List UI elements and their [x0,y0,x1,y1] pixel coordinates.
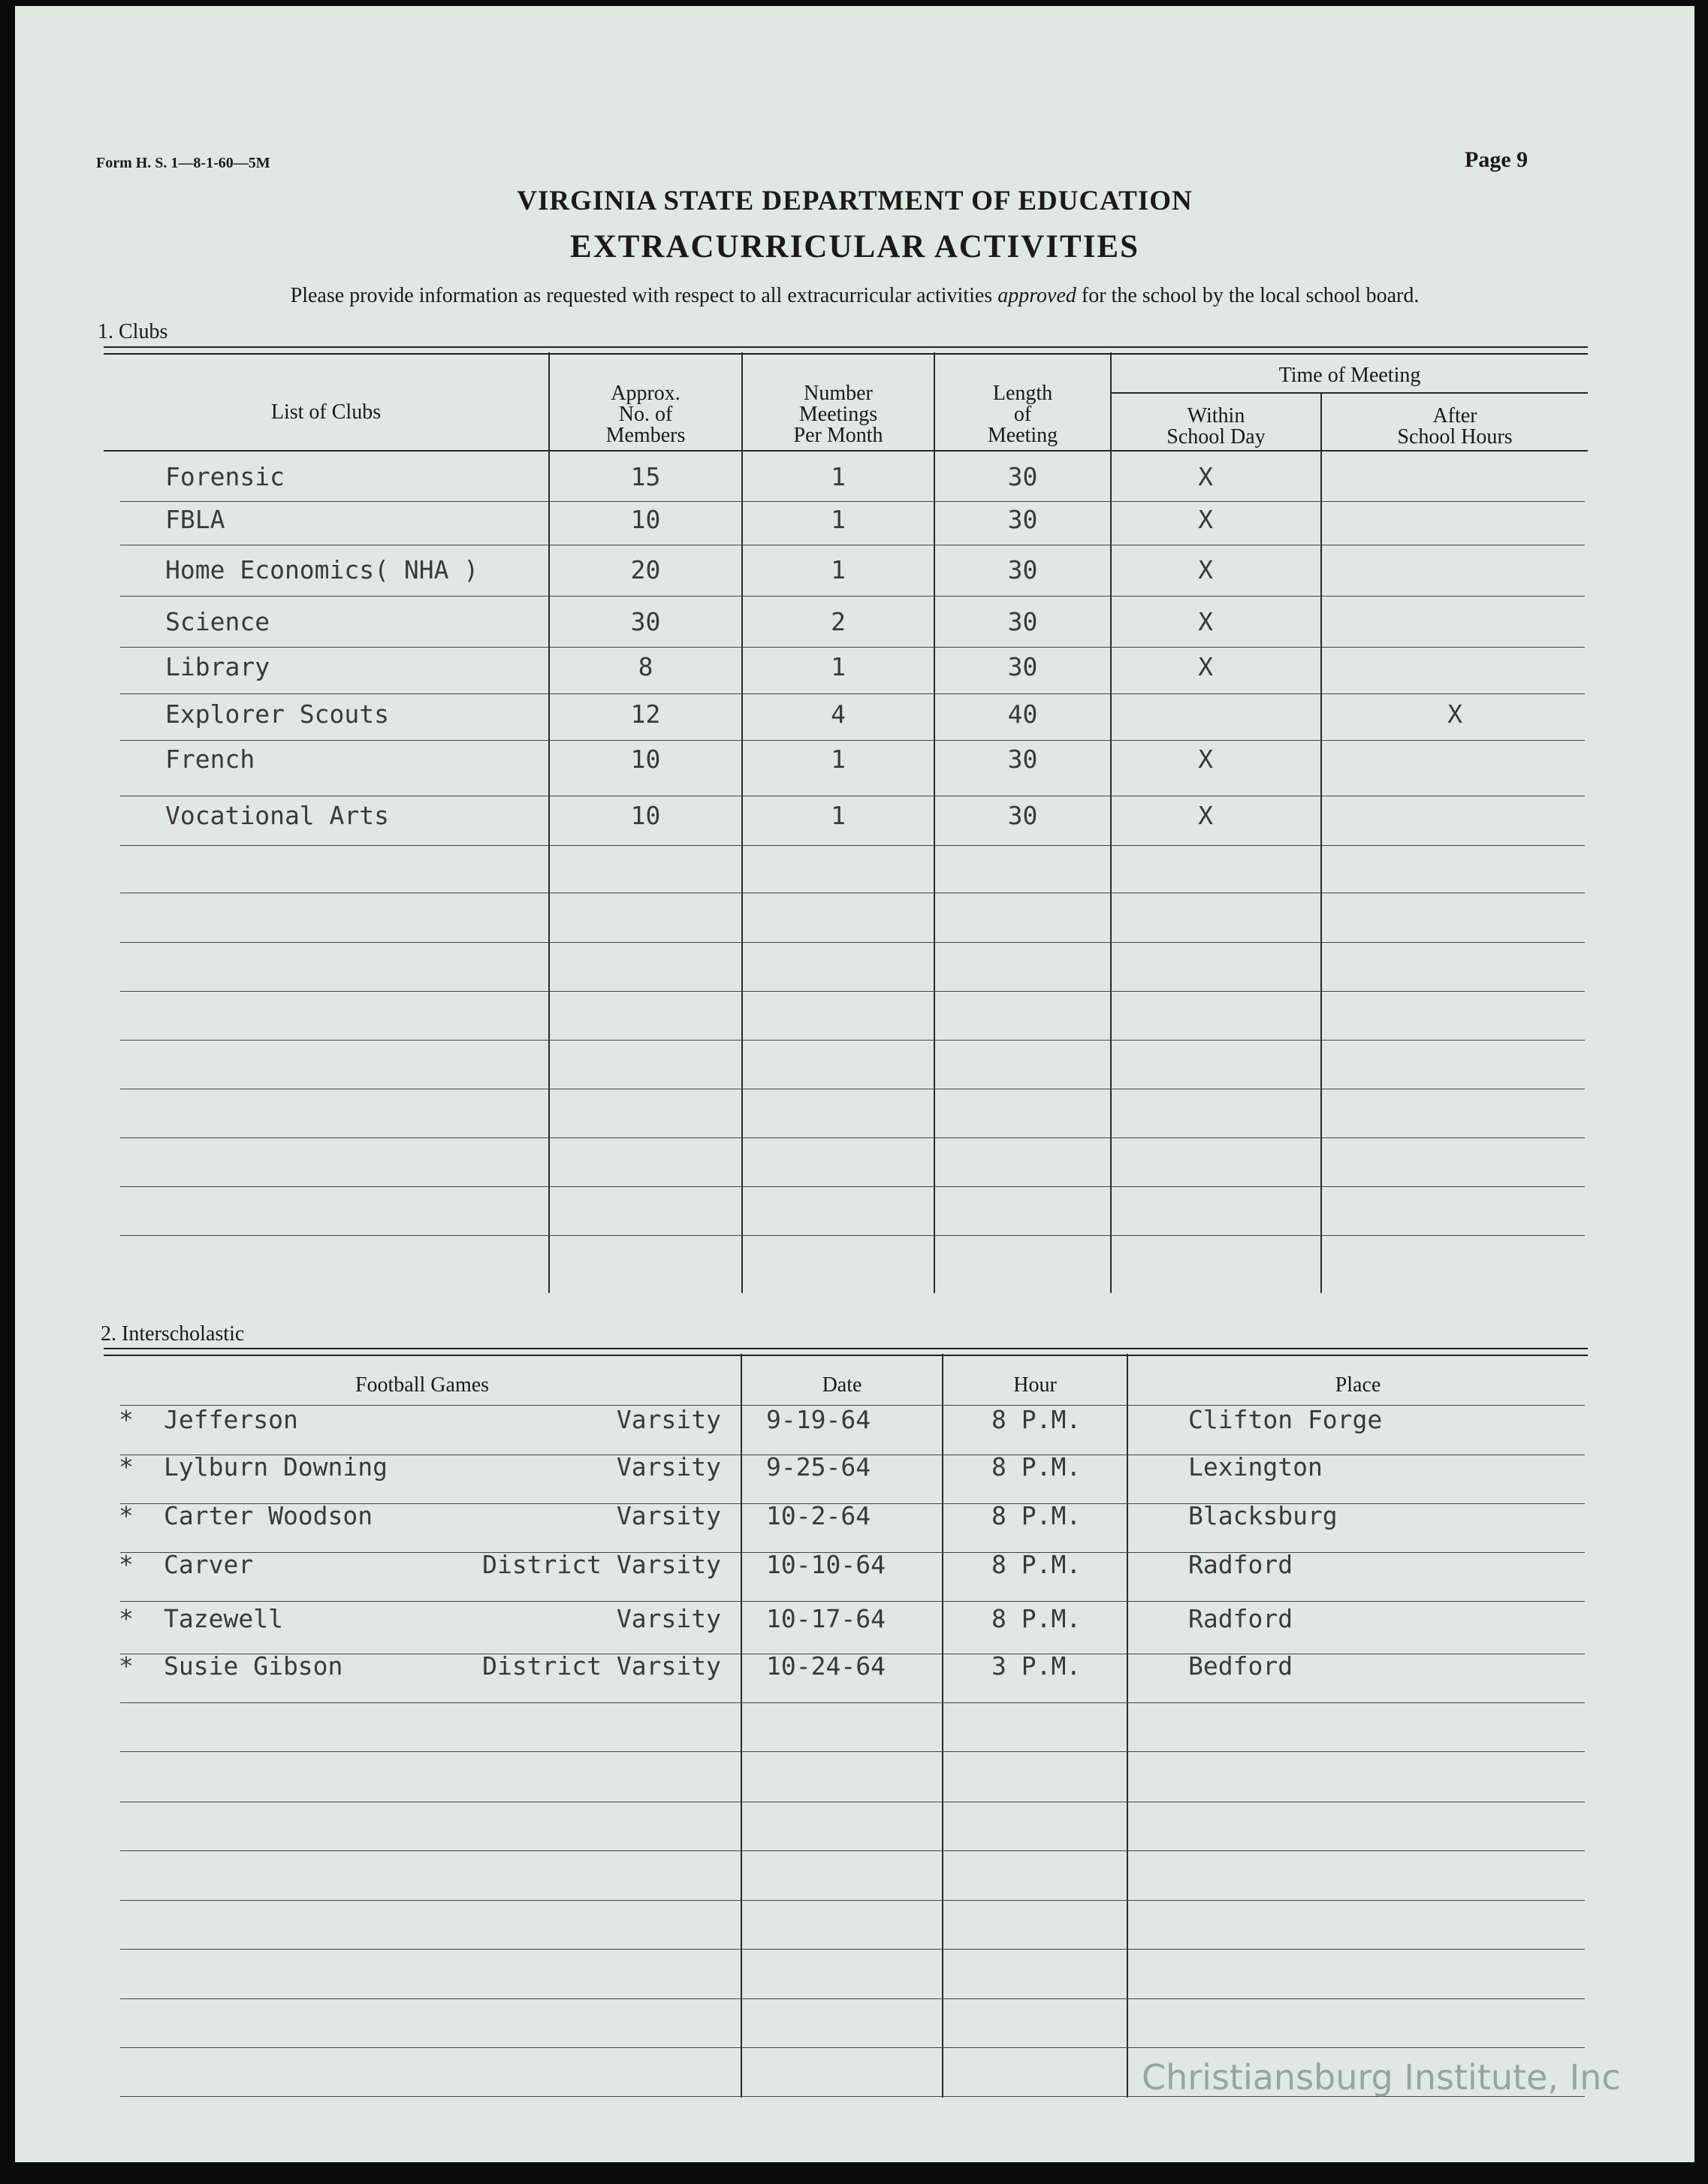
games-row-rule [120,1900,1585,1901]
game-date: 10-10-64 [766,1550,886,1579]
game-level: Varsity [616,1604,721,1633]
games-row-rule [120,1949,1585,1950]
clubs-row-rule [120,501,1585,502]
clubs-header-members-line-3: Members [605,424,686,447]
game-place: Lexington [1188,1452,1323,1482]
club-members: 10 [630,745,661,774]
game-home-marker: * [119,1604,134,1633]
clubs-header-meetings-line-2: Meetings [798,403,878,426]
clubs-header-length [935,383,1110,446]
watermark: Christiansburg Institute, Inc [1142,2057,1621,2098]
game-place: Radford [1188,1550,1293,1579]
club-meetings: 1 [831,801,846,830]
clubs-header-meetings [743,383,934,446]
game-date: 10-17-64 [766,1604,886,1633]
games-row-rule [120,1601,1585,1602]
club-length: 30 [1007,505,1038,534]
club-meetings: 4 [831,699,846,729]
club-members: 10 [630,505,661,534]
game-opponent: Carver [164,1550,254,1579]
club-members: 15 [630,462,661,491]
game-level: District Varsity [482,1550,721,1579]
club-within-school-day: X [1198,505,1213,534]
club-members: 10 [630,801,661,830]
club-within-school-day: X [1198,555,1213,585]
clubs-row-rule [120,1186,1585,1187]
clubs-row-rule [120,1040,1585,1041]
clubs-header-members-line-1: Approx. [611,382,680,405]
clubs-header-after-line-2: School Hours [1397,425,1513,449]
game-hour: 8 P.M. [991,1550,1082,1579]
club-name: Library [165,652,270,681]
games-header-games: Football Games [355,1373,490,1397]
clubs-row-rule [120,693,1585,694]
game-home-marker: * [119,1651,134,1681]
instructions-post: for the school by the local school board. [1076,284,1420,307]
games-col-divider-1 [741,1354,742,2098]
game-home-marker: * [119,1501,134,1530]
game-place: Blacksburg [1188,1501,1338,1530]
game-opponent: Lylburn Downing [164,1452,388,1482]
clubs-header-after [1322,406,1588,448]
interscholastic-section-label: 2. Interscholastic [101,1322,245,1346]
games-col-divider-2 [942,1354,943,2098]
clubs-header-meetings-line-1: Number [804,382,873,405]
club-after-school-hours: X [1447,699,1462,729]
page-number: Page 9 [1465,147,1528,172]
game-date: 9-19-64 [766,1405,871,1434]
clubs-header-within-line-2: School Day [1166,425,1266,449]
clubs-header-length-line-2: of [1013,403,1032,426]
games-table-top-rule [104,1348,1588,1356]
club-members: 20 [630,555,661,585]
club-name: Home Economics( NHA ) [165,555,479,585]
game-hour: 8 P.M. [991,1405,1082,1434]
games-header-place: Place [1335,1373,1381,1397]
instructions [15,284,1694,308]
clubs-header-length-line-1: Length [992,382,1053,405]
clubs-row-rule [120,991,1585,992]
games-row-rule [120,1751,1585,1752]
game-hour: 8 P.M. [991,1452,1082,1482]
game-opponent: Jefferson [164,1405,298,1434]
clubs-header-length-line-3: Meeting [987,424,1058,447]
club-within-school-day: X [1198,462,1213,491]
games-row-rule [120,2047,1585,2048]
games-row-rule [120,1850,1585,1851]
club-within-school-day: X [1198,607,1213,636]
clubs-header-meetings-line-3: Per Month [793,424,883,447]
game-date: 10-2-64 [766,1501,871,1530]
club-members: 12 [630,699,661,729]
game-level: Varsity [616,1452,721,1482]
game-home-marker: * [119,1405,134,1434]
game-opponent: Tazewell [164,1604,283,1633]
clubs-header-after-line-1: After [1432,404,1477,427]
game-opponent: Susie Gibson [164,1651,343,1681]
club-within-school-day: X [1198,745,1213,774]
club-within-school-day: X [1198,652,1213,681]
club-length: 30 [1007,607,1038,636]
games-header-hour: Hour [1013,1373,1057,1397]
clubs-col-divider-5 [1320,394,1322,1293]
club-name: FBLA [165,505,225,534]
clubs-row-rule [120,942,1585,943]
game-level: Varsity [616,1501,721,1530]
club-length: 30 [1007,652,1038,681]
club-meetings: 1 [831,505,846,534]
club-within-school-day: X [1198,801,1213,830]
club-length: 40 [1007,699,1038,729]
clubs-header-rule [104,450,1588,452]
club-meetings: 2 [831,607,846,636]
club-meetings: 1 [831,745,846,774]
clubs-header-time-group: Time of Meeting [1278,364,1421,387]
club-name: Vocational Arts [165,801,390,830]
club-name: French [165,745,255,774]
club-length: 30 [1007,555,1038,585]
game-place: Radford [1188,1604,1293,1633]
page-title: VIRGINIA STATE DEPARTMENT OF EDUCATION [517,186,1193,216]
games-header-date: Date [822,1373,862,1397]
club-length: 30 [1007,745,1038,774]
club-members: 8 [638,652,653,681]
club-meetings: 1 [831,462,846,491]
club-name: Forensic [165,462,285,491]
clubs-row-rule [120,845,1585,846]
game-place: Clifton Forge [1188,1405,1383,1434]
clubs-row-rule [120,1235,1585,1236]
clubs-row-rule [120,1137,1585,1138]
clubs-row-rule [120,740,1585,741]
club-name: Explorer Scouts [165,699,390,729]
game-level: District Varsity [482,1651,721,1681]
clubs-header-members [550,383,741,446]
clubs-header-members-line-2: No. of [618,403,673,426]
instructions-emphasis: approved [997,284,1076,307]
game-home-marker: * [119,1452,134,1482]
club-name: Science [165,607,270,636]
club-length: 30 [1007,462,1038,491]
games-row-rule [120,1702,1585,1703]
club-length: 30 [1007,801,1038,830]
time-group-rule [1110,392,1588,394]
club-members: 30 [630,607,661,636]
clubs-header-within [1112,406,1320,448]
game-date: 9-25-64 [766,1452,871,1482]
game-date: 10-24-64 [766,1651,886,1681]
game-home-marker: * [119,1550,134,1579]
game-level: Varsity [616,1405,721,1434]
game-hour: 8 P.M. [991,1604,1082,1633]
instructions-pre: Please provide information as requested with respect to all extracurricular activities [290,284,998,307]
clubs-table-top-rule [104,346,1588,355]
game-place: Bedford [1188,1651,1293,1681]
clubs-row-rule [120,596,1585,597]
game-hour: 3 P.M. [991,1651,1082,1681]
clubs-header-within-line-1: Within [1187,404,1245,427]
club-meetings: 1 [831,652,846,681]
clubs-row-rule [120,647,1585,648]
form-number: Form H. S. 1—8-1-60—5M [96,155,270,171]
clubs-section-label: 1. Clubs [98,320,168,343]
form-page [15,6,1694,2162]
clubs-header-name: List of Clubs [270,400,382,424]
games-col-divider-3 [1127,1354,1128,2098]
games-row-rule [120,1998,1585,1999]
page-subtitle: EXTRACURRICULAR ACTIVITIES [569,229,1140,264]
club-meetings: 1 [831,555,846,585]
game-opponent: Carter Woodson [164,1501,373,1530]
game-hour: 8 P.M. [991,1501,1082,1530]
